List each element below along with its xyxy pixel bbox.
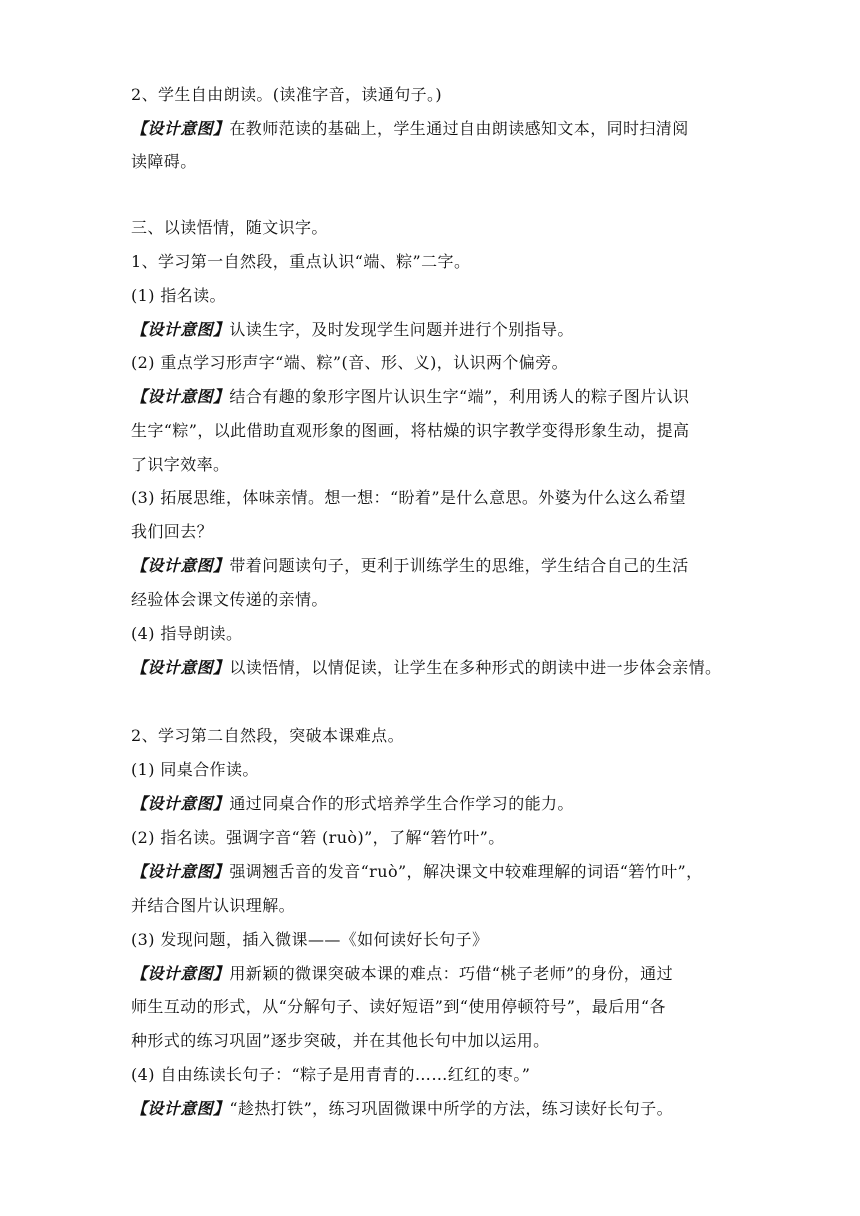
line-text: 生字“粽”，以此借助直观形象的图画，将枯燥的识字教学变得形象生动，提高 [131, 421, 690, 440]
text-line [131, 963, 731, 985]
text-line [131, 827, 731, 849]
design-intent-label: 【设计意图】 [131, 387, 230, 406]
text-line [131, 895, 731, 917]
text-line [131, 352, 731, 374]
line-text: 强调翘舌音的发音“ruò”，解决课文中较难理解的词语“箬竹叶”， [229, 862, 703, 881]
line-text: “趁热打铁”，练习巩固微课中所学的方法，练习读好长句子。 [229, 1099, 673, 1118]
text-line [131, 454, 731, 476]
text-line [131, 251, 731, 273]
text-line [131, 118, 731, 140]
text-line [131, 521, 731, 543]
text-line [131, 623, 731, 645]
line-text: (2) 重点学习形声字“端、粽”(音、形、义)，认识两个偏旁。 [131, 353, 568, 372]
line-text: 以读悟情，以情促读，让学生在多种形式的朗读中进一步体会亲情。 [229, 658, 722, 677]
design-intent-label: 【设计意图】 [131, 1099, 230, 1118]
text-line [131, 657, 731, 679]
line-text: 认读生字，及时发现学生问题并进行个别指导。 [229, 320, 574, 339]
line-text: (4) 自由练读长句子：“粽子是用青青的……红红的枣。” [131, 1065, 531, 1084]
line-text: (4) 指导朗读。 [131, 624, 243, 643]
design-intent-label: 【设计意图】 [131, 794, 230, 813]
text-line [131, 285, 731, 307]
line-text: (3) 发现问题，插入微课——《如何读好长句子》 [131, 930, 489, 949]
line-text: 用新颖的微课突破本课的难点：巧借“桃子老师”的身份，通过 [229, 964, 673, 983]
text-line [131, 589, 731, 611]
line-text: 在教师范读的基础上，学生通过自由朗读感知文本，同时扫清阅 [229, 119, 689, 138]
design-intent-label: 【设计意图】 [131, 964, 230, 983]
section-heading [131, 217, 731, 239]
line-text: 并结合图片认识理解。 [131, 896, 296, 915]
design-intent-label: 【设计意图】 [131, 556, 230, 575]
line-text: 带着问题读句子，更利于训练学生的思维，学生结合自己的生活 [229, 556, 689, 575]
text-line [131, 420, 731, 442]
text-line [131, 1098, 731, 1120]
line-text: (1) 同桌合作读。 [131, 760, 259, 779]
design-intent-label: 【设计意图】 [131, 119, 230, 138]
line-text: 师生互动的形式，从“分解句子、读好短语”到“使用停顿符号”，最后用“各 [131, 997, 666, 1016]
text-line [131, 319, 731, 341]
line-text: (3) 拓展思维，体味亲情。想一想：“盼着”是什么意思。外婆为什么这么希望 [131, 488, 686, 507]
line-text: 三、以读悟情，随文识字。 [131, 218, 328, 237]
text-line [131, 151, 731, 173]
text-line [131, 487, 731, 509]
text-line [131, 1064, 731, 1086]
line-text: 种形式的练习巩固”逐步突破，并在其他长句中加以运用。 [131, 1031, 550, 1050]
text-line [131, 555, 731, 577]
design-intent-label: 【设计意图】 [131, 320, 230, 339]
subsection-heading [131, 725, 731, 747]
line-text: 我们回去？ [131, 522, 214, 541]
line-text: 了识字效率。 [131, 455, 230, 474]
text-line [131, 996, 731, 1018]
line-text: 1、学习第一自然段，重点认识“端、粽”二字。 [131, 252, 471, 271]
text-line [131, 929, 731, 951]
text-line [131, 861, 731, 883]
line-text: (1) 指名读。 [131, 286, 226, 305]
line-text: 结合有趣的象形字图片认识生字“端”，利用诱人的粽子图片认识 [229, 387, 690, 406]
design-intent-label: 【设计意图】 [131, 862, 230, 881]
line-text: (2) 指名读。强调字音“箬 (ruò)”，了解“箬竹叶”。 [131, 828, 505, 847]
line-text: 经验体会课文传递的亲情。 [131, 590, 328, 609]
text-line [131, 793, 731, 815]
text-line [131, 759, 731, 781]
text-line [131, 84, 731, 106]
line-text: 通过同桌合作的形式培养学生合作学习的能力。 [229, 794, 574, 813]
line-text: 2、学生自由朗读。(读准字音，读通句子。) [131, 85, 443, 104]
line-text: 2、学习第二自然段，突破本课难点。 [131, 726, 404, 745]
text-line [131, 1030, 731, 1052]
text-line [131, 386, 731, 408]
line-text: 读障碍。 [131, 152, 197, 171]
design-intent-label: 【设计意图】 [131, 658, 230, 677]
